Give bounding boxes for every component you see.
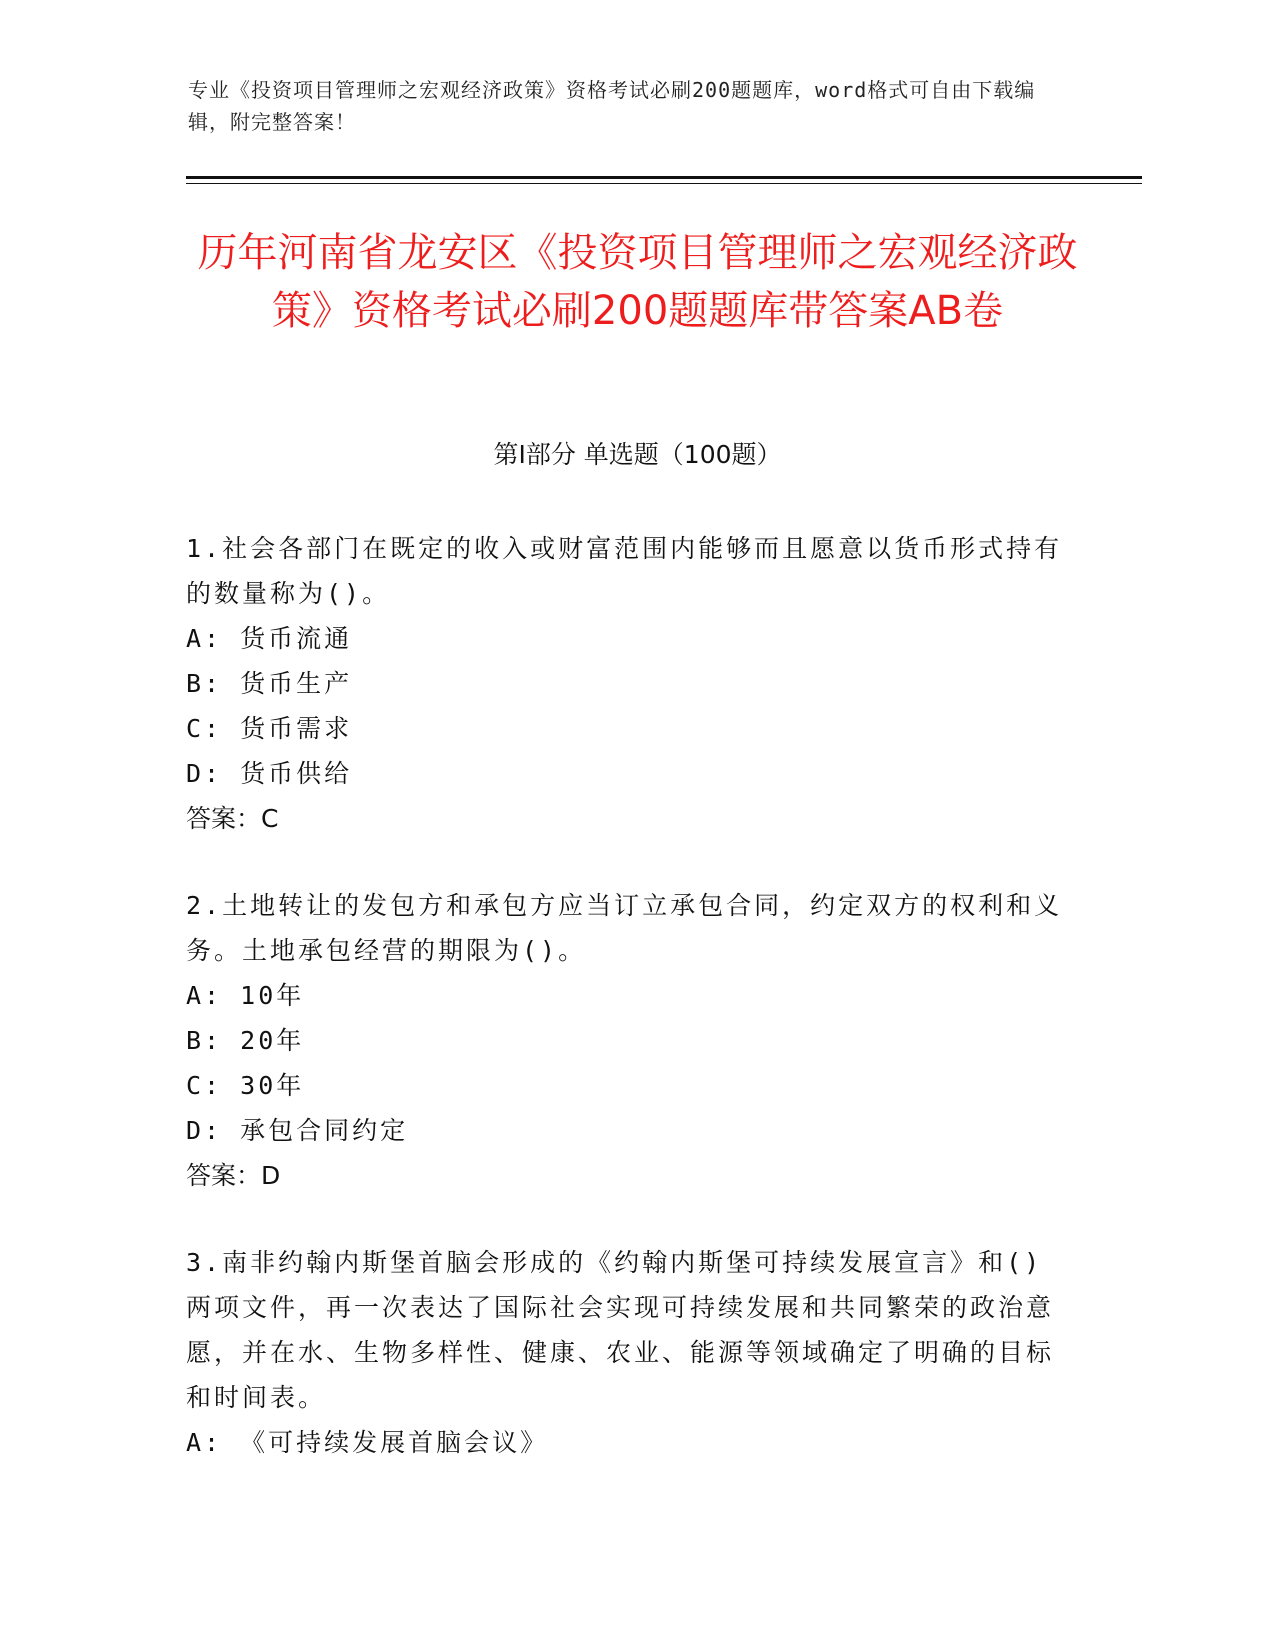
option-d: D: 货币供给 <box>186 759 353 788</box>
option-b: B: 20年 <box>186 1026 305 1055</box>
header-note: 专业《投资项目管理师之宏观经济政策》资格考试必刷200题题库，word格式可自由下载编辑，附完整答案！ <box>188 78 1036 134</box>
option-a: A: 货币流通 <box>186 624 353 653</box>
option-a: A: 《可持续发展首脑会议》 <box>186 1428 549 1457</box>
answer-line: 答案：D <box>186 1161 281 1190</box>
header-rule-thick <box>186 176 1142 179</box>
question-2 <box>186 883 1066 1198</box>
question-text: 1.社会各部门在既定的收入或财富范围内能够而且愿意以货币形式持有的数量称为()。 <box>186 534 1063 608</box>
question-3 <box>186 1240 1066 1465</box>
question-text: 2.土地转让的发包方和承包方应当订立承包合同，约定双方的权利和义务。土地承包经营的期限为()。 <box>186 891 1063 965</box>
answer-line: 答案：C <box>186 804 279 833</box>
option-a: A: 10年 <box>186 981 305 1010</box>
option-c: C: 货币需求 <box>186 714 353 743</box>
option-c: C: 30年 <box>186 1071 305 1100</box>
section-heading: 第Ⅰ部分 单选题（100题） <box>493 440 782 469</box>
question-text: 3.南非约翰内斯堡首脑会形成的《约翰内斯堡可持续发展宣言》和()两项文件，再一次表达了国际社会实现可持续发展和共同繁荣的政治意愿，并在水、生物多样性、健康、农业、能源等领域确定了明确的目标和时间表。 <box>186 1248 1055 1412</box>
option-d: D: 承包合同约定 <box>186 1116 409 1145</box>
option-b: B: 货币生产 <box>186 669 353 698</box>
document-title: 历年河南省龙安区《投资项目管理师之宏观经济政策》资格考试必刷200题题库带答案AB卷 <box>197 230 1078 334</box>
question-list <box>186 526 1066 1507</box>
header-rule-thin <box>186 183 1142 184</box>
question-1 <box>186 526 1066 841</box>
